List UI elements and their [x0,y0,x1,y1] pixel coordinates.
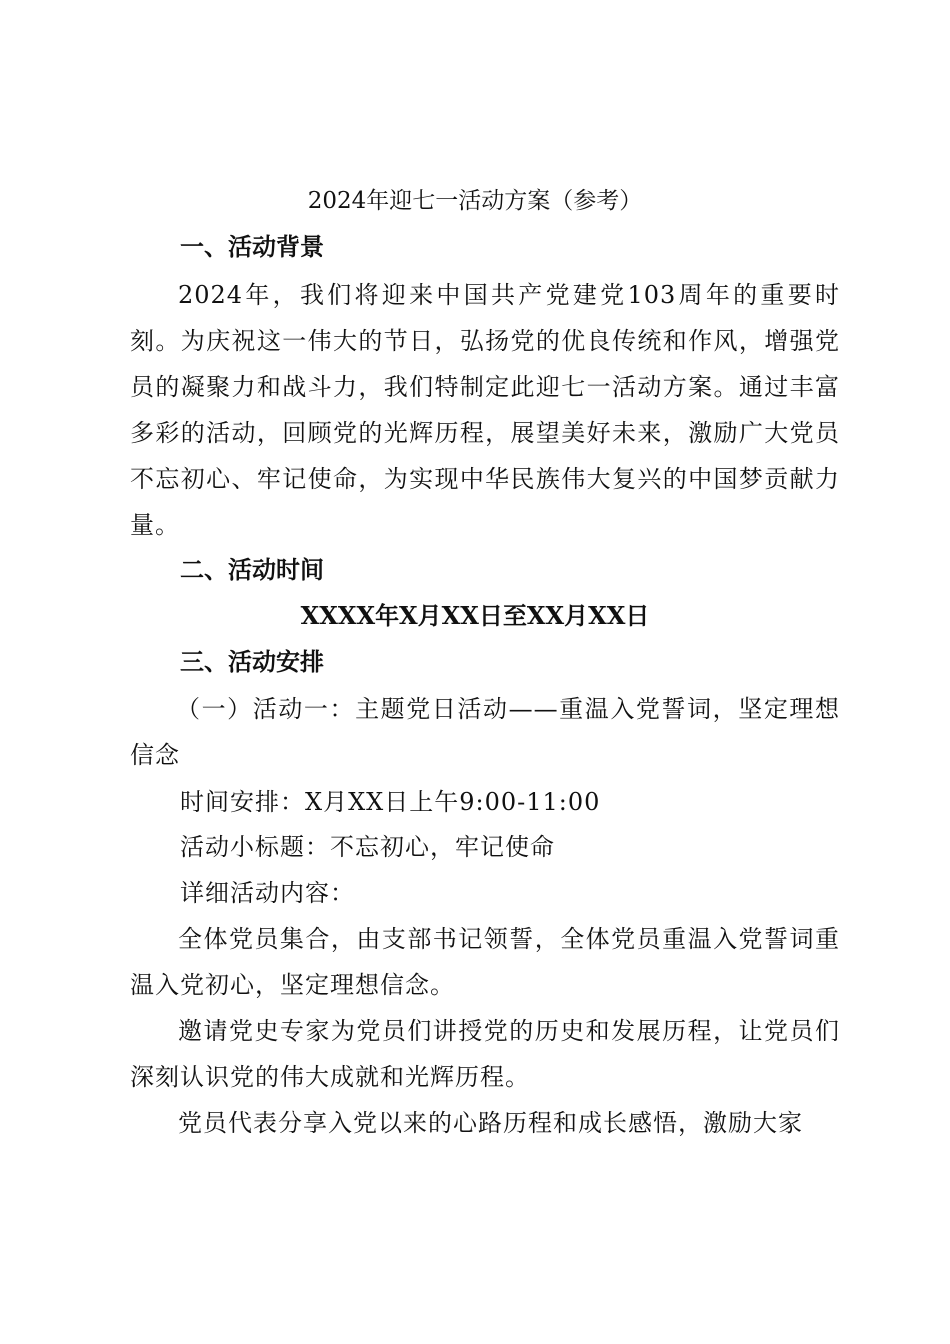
background-paragraph: 2024年，我们将迎来中国共产党建党103周年的重要时刻。为庆祝这一伟大的节日，弘扬党的优良传统和作风，增强党员的凝聚力和战斗力，我们特制定此迎七一活动方案。通过丰富多彩的活动，回顾党的光辉历程，展望美好未来，激励广大党员不忘初心、牢记使命，为实现中华民族伟大复兴的中国梦贡献力量。 [130,281,840,539]
activity1-item-1: 全体党员集合，由支部书记领誓，全体党员重温入党誓词重温入党初心，坚定理想信念。 [130,925,840,999]
activity1-item-2: 邀请党史专家为党员们讲授党的历史和发展历程，让党员们深刻认识党的伟大成就和光辉历程。 [130,1017,840,1091]
section-heading-time: 二、活动时间 [180,556,324,584]
section-heading-background: 一、活动背景 [180,233,324,261]
activity1-title: （一）活动一：主题党日活动——重温入党誓词，坚定理想信念 [130,695,840,769]
activity1-time: 时间安排：X月XX日上午9:00-11:00 [180,788,601,816]
activity-time-value: XXXX年X月XX日至XX月XX日 [300,601,650,630]
activity1-subtitle: 活动小标题：不忘初心，牢记使命 [180,833,555,861]
section-heading-arrangement: 三、活动安排 [180,648,324,676]
activity1-detail-label: 详细活动内容： [180,879,355,907]
activity1-item-3: 党员代表分享入党以来的心路历程和成长感悟，激励大家 [178,1109,803,1137]
document-title: 2024年迎七一活动方案（参考） [307,188,643,214]
